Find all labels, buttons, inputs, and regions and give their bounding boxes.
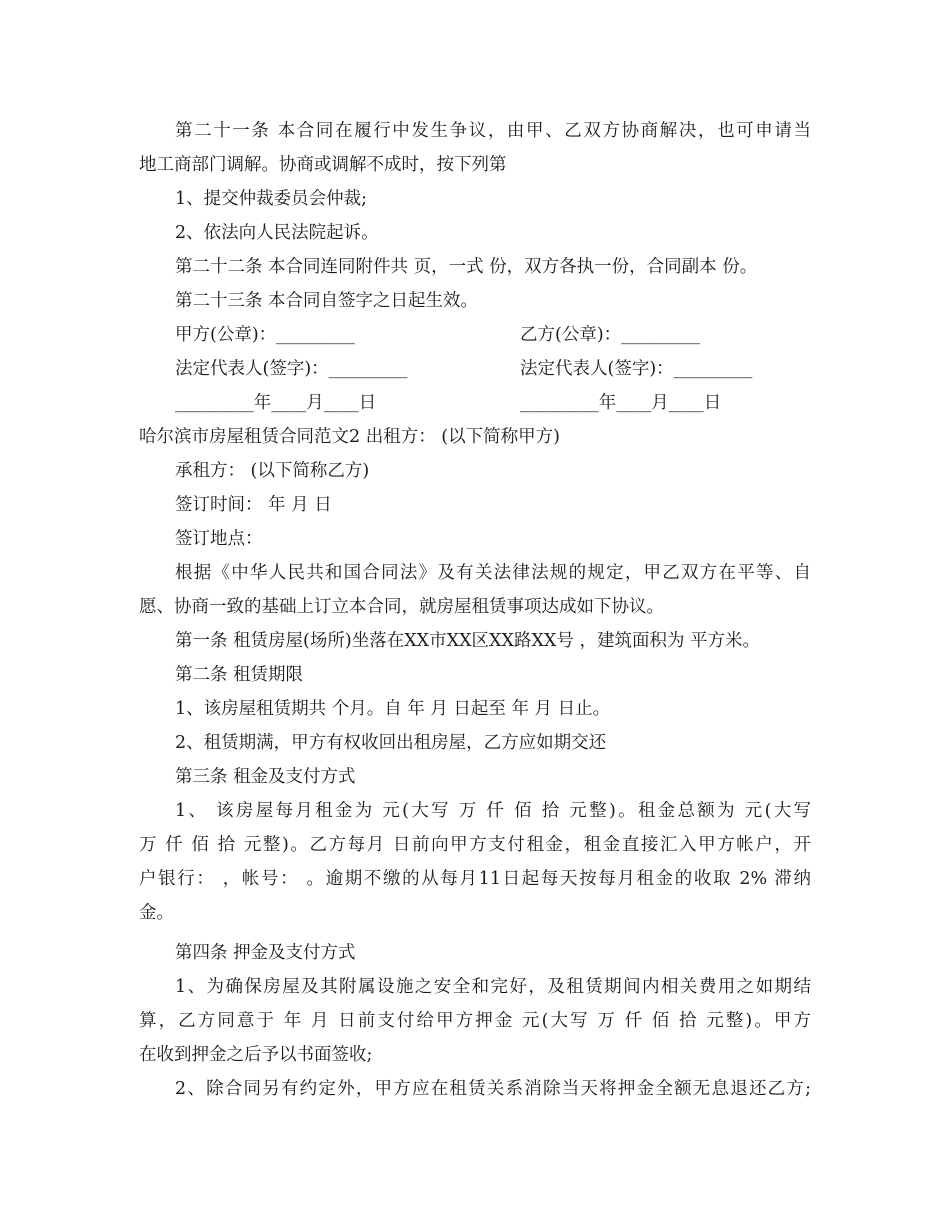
deposit-line-3: 在收到押金之后予以书面签收; bbox=[139, 1045, 373, 1065]
article-1: 第一条 租赁房屋(场所)坐落在XX市XX区XX路XX号 ，建筑面积为 平方米。 bbox=[175, 631, 761, 651]
article-2-heading: 第二条 租赁期限 bbox=[175, 665, 304, 685]
party-a-date: _________年____月____日 bbox=[175, 393, 377, 413]
party-b-date: _________年____月____日 bbox=[520, 393, 722, 413]
lease-term-item-2: 2、租赁期满，甲方有权收回出租房屋，乙方应如期交还 bbox=[175, 733, 607, 753]
rent-line-1: 1、 该房屋每月租金为 元(大写 万 仟 佰 拾 元整)。租金总额为 元(大写 bbox=[175, 801, 811, 821]
article-21-line-2: 地工商部门调解。协商或调解不成时，按下列第 bbox=[139, 155, 507, 175]
rent-line-3: 户银行： ，帐号： 。逾期不缴的从每月11日起每天按每月租金的收取 2% 滞纳 bbox=[139, 869, 811, 889]
date-row bbox=[139, 386, 811, 420]
party-a-seal: 甲方(公章)：_________ bbox=[175, 325, 355, 345]
party-a-representative: 法定代表人(签字)：_________ bbox=[175, 359, 408, 379]
lessee-line: 承租方： (以下简称乙方) bbox=[175, 461, 370, 481]
signing-place-line: 签订地点： bbox=[175, 529, 263, 549]
seal-row bbox=[139, 318, 811, 352]
deposit-line-2: 算，乙方同意于 年 月 日前支付给甲方押金 元(大写 万 仟 佰 拾 元整)。甲方 bbox=[139, 1011, 811, 1031]
contract-title-and-lessor: 哈尔滨市房屋租赁合同范文2 出租方： (以下简称甲方) bbox=[139, 427, 560, 447]
signing-date-line: 签订时间： 年 月 日 bbox=[175, 495, 332, 515]
party-b-representative: 法定代表人(签字)：_________ bbox=[520, 359, 753, 379]
article-3-heading: 第三条 租金及支付方式 bbox=[175, 767, 356, 787]
lawsuit-item: 2、依法向人民法院起诉。 bbox=[175, 223, 379, 243]
lease-term-item-1: 1、该房屋租赁期共 个月。自 年 月 日起至 年 月 日止。 bbox=[175, 699, 611, 719]
party-b-seal: 乙方(公章)：_________ bbox=[520, 325, 700, 345]
article-4-heading: 第四条 押金及支付方式 bbox=[175, 943, 356, 963]
article-21-line-1: 第二十一条 本合同在履行中发生争议，由甲、乙双方协商解决，也可申请当 bbox=[175, 121, 811, 141]
deposit-refund-line: 2、除合同另有约定外，甲方应在租赁关系消除当天将押金全额无息退还乙方; bbox=[175, 1079, 811, 1099]
rent-line-4: 金。 bbox=[139, 903, 174, 923]
rent-line-2: 万 仟 佰 拾 元整)。乙方每月 日前向甲方支付租金，租金直接汇入甲方帐户，开 bbox=[139, 835, 811, 855]
preamble-line-1: 根据《中华人民共和国合同法》及有关法律法规的规定，甲乙双方在平等、自 bbox=[175, 563, 811, 583]
article-22: 第二十二条 本合同连同附件共 页，一式 份，双方各执一份，合同副本 份。 bbox=[175, 257, 758, 277]
arbitration-item: 1、提交仲裁委员会仲裁; bbox=[175, 189, 368, 209]
article-23: 第二十三条 本合同自签字之日起生效。 bbox=[175, 291, 479, 311]
preamble-line-2: 愿、协商一致的基础上订立本合同，就房屋租赁事项达成如下协议。 bbox=[139, 597, 664, 617]
deposit-line-1: 1、为确保房屋及其附属设施之安全和完好，及租赁期间内相关费用之如期结 bbox=[175, 977, 811, 997]
representative-row bbox=[139, 352, 811, 386]
